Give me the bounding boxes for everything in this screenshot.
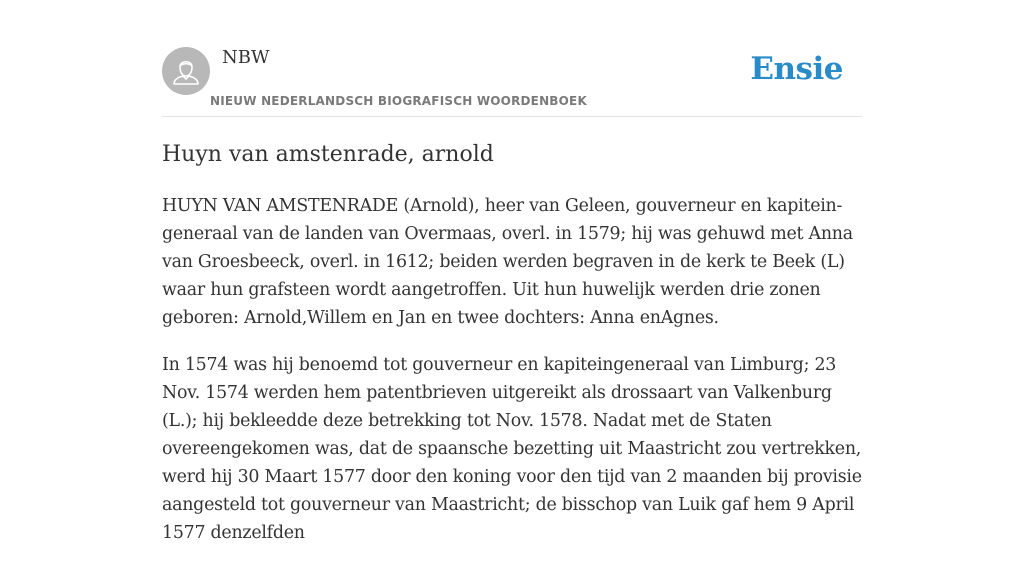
- source-title: NIEUW NEDERLANDSCH BIOGRAFISCH WOORDENBOEK: [210, 94, 587, 108]
- article-paragraph: HUYN VAN AMSTENRADE (Arnold), heer van Geleen, gouverneur en kapitein-generaal van de landen van Overmaas, overl. in 1579; hij was gehuwd met Anna van Groesbeeck, overl. in 1612; beiden werden begraven in de kerk te Beek (L) waar hun grafsteen wordt aangetroffen. Uit hun huwelijk werden drie zonen geboren: Arnold,Willem en Jan en twee dochters: Anna enAgnes.: [162, 196, 853, 328]
- author-avatar[interactable]: [162, 47, 210, 95]
- article-body: [162, 192, 864, 566]
- author-name[interactable]: NBW: [222, 47, 270, 68]
- brand-logo[interactable]: Ensie: [750, 51, 843, 87]
- article-title: Huyn van amstenrade, arnold: [162, 142, 494, 167]
- article-paragraph: In 1574 was hij benoemd tot gouverneur en kapiteingeneraal van Limburg; 23 Nov. 1574 werden hem patentbrieven uitgereikt als drossaart van Valkenburg (L.); hij bekleedde deze betrekking tot Nov. 1578. Nadat met de Staten overeengekomen was, dat de spaansche bezetting uit Maastricht zou vertrekken, werd hij 30 Maart 1577 door den koning voor den tijd van 2 maanden bij provisie aangesteld tot gouverneur van Maastricht; de bisschop van Luik gaf hem 9 April 1577 denzelfden: [162, 355, 862, 543]
- site-header: [162, 0, 862, 117]
- user-silhouette-icon: [162, 47, 210, 95]
